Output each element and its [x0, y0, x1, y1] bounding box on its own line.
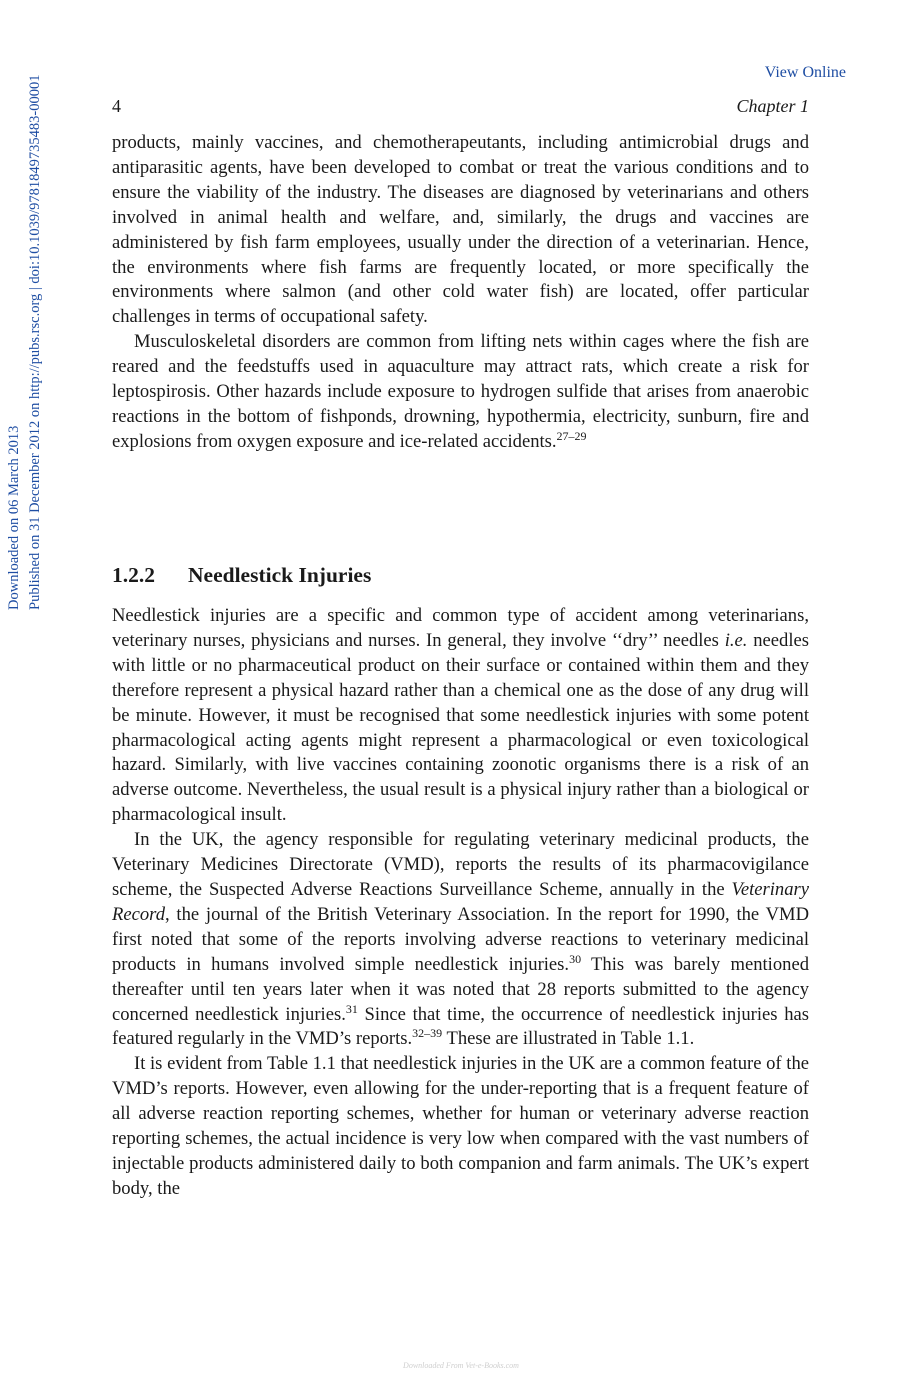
- top-text: [112, 131, 809, 455]
- paragraph-4: In the UK, the agency responsible for regulating veterinary medicinal products, the Veterinary Medicines Directorate (VMD), reports the results of its pharmacovigilance scheme, the Suspected Adverse Reactions Surveillance Scheme, annually in the Veterinary Record, the journal of the British Veterinary Association. In the report for 1990, the VMD first noted that some of the reports involving adverse reactions to veterinary medicinal products in humans involved simple needlestick injuries.$^{30}$ This was barely mentioned thereafter until ten years later when it was noted that 28 reports submitted to the agency concerned needlestick injuries.$^{31}$ Since that time, the occurrence of needlestick injuries has featured regularly in the VMD’s reports.$^{32-39}$ These are illustrated in Table 1.1.: [112, 829, 809, 1050]
- section-heading: [112, 563, 371, 588]
- citation[interactable]: 27–29: [556, 428, 587, 443]
- footer-watermark: Downloaded From Vet-e-Books.com: [403, 1361, 519, 1370]
- published-note[interactable]: Published on 31 December 2012 on http://pubs.rsc.org | doi:10.1039/9781849735483-00001: [27, 74, 43, 610]
- chapter-label: Chapter 1: [736, 96, 809, 116]
- section-body: [112, 604, 809, 1202]
- journal-name: Veterinary Record: [112, 878, 809, 925]
- paragraph-3: Needlestick injuries are a specific and common type of accident among veterinarians, veterinary nurses, physicians and nurses. In general, they involve ‘‘dry’’ needles i.e. needles with little or no pharmaceutical product on their surface or contained within them and they therefore represent a physical hazard rather than a chemical one as the dose of any drug will be minute. However, it must be recognised that some needlestick injuries with some potent pharmacological acting agents might represent a pharmacological or even toxicological hazard. Similarly, with live vaccines containing zoonotic organisms there is a risk of an adverse outcome. Nevertheless, the usual result is a physical injury rather than a biological or pharmacological insult.: [112, 605, 809, 826]
- view-online-link[interactable]: View Online: [764, 64, 846, 81]
- page-number: 4: [112, 96, 121, 116]
- citation[interactable]: 30: [569, 951, 582, 966]
- running-head: [112, 96, 809, 120]
- downloaded-note: Downloaded on 06 March 2013: [6, 425, 22, 610]
- paragraph-2: Musculoskeletal disorders are common from lifting nets within cages where the fish are reared and the feedstuffs used in aquaculture may attract rats, which create a risk for leptospirosis. Other hazards include exposure to hydrogen sulfide that arises from anaerobic reactions in the bottom of fishponds, drowning, hypothermia, electricity, sunburn, fire and explosions from oxygen exposure and ice-related accidents.$^{27-29}$: [112, 331, 809, 452]
- citation[interactable]: 32–39: [412, 1026, 443, 1041]
- citation[interactable]: 31: [345, 1001, 358, 1016]
- paragraph-5: It is evident from Table 1.1 that needlestick injuries in the UK are a common feature of the VMD’s reports. However, even allowing for the under-reporting that is a frequent feature of all adverse reaction reporting schemes, whether for human or veterinary adverse reaction reporting schemes, the actual incidence is very low when compared with the vast numbers of injectable products administered daily to both companion and farm animals. The UK’s expert body, the: [112, 1053, 809, 1199]
- section-number: 1.2.2: [112, 563, 155, 587]
- paragraph-1: products, mainly vaccines, and chemotherapeutants, including antimicrobial drugs and antiparasitic agents, have been developed to combat or treat the various conditions and to ensure the viability of the industry. The diseases are diagnosed by veterinarians and others involved in animal health and welfare, and, similarly, the drugs and vaccines are administered by fish farm employees, usually under the direction of a veterinarian. Hence, the environments where fish farms are frequently located, or more specifically the environments where salmon (and other cold water fish) are located, offer particular challenges in terms of occupational safety.: [112, 132, 809, 328]
- side-note: [4, 0, 64, 610]
- section-title: Needlestick Injuries: [188, 563, 372, 587]
